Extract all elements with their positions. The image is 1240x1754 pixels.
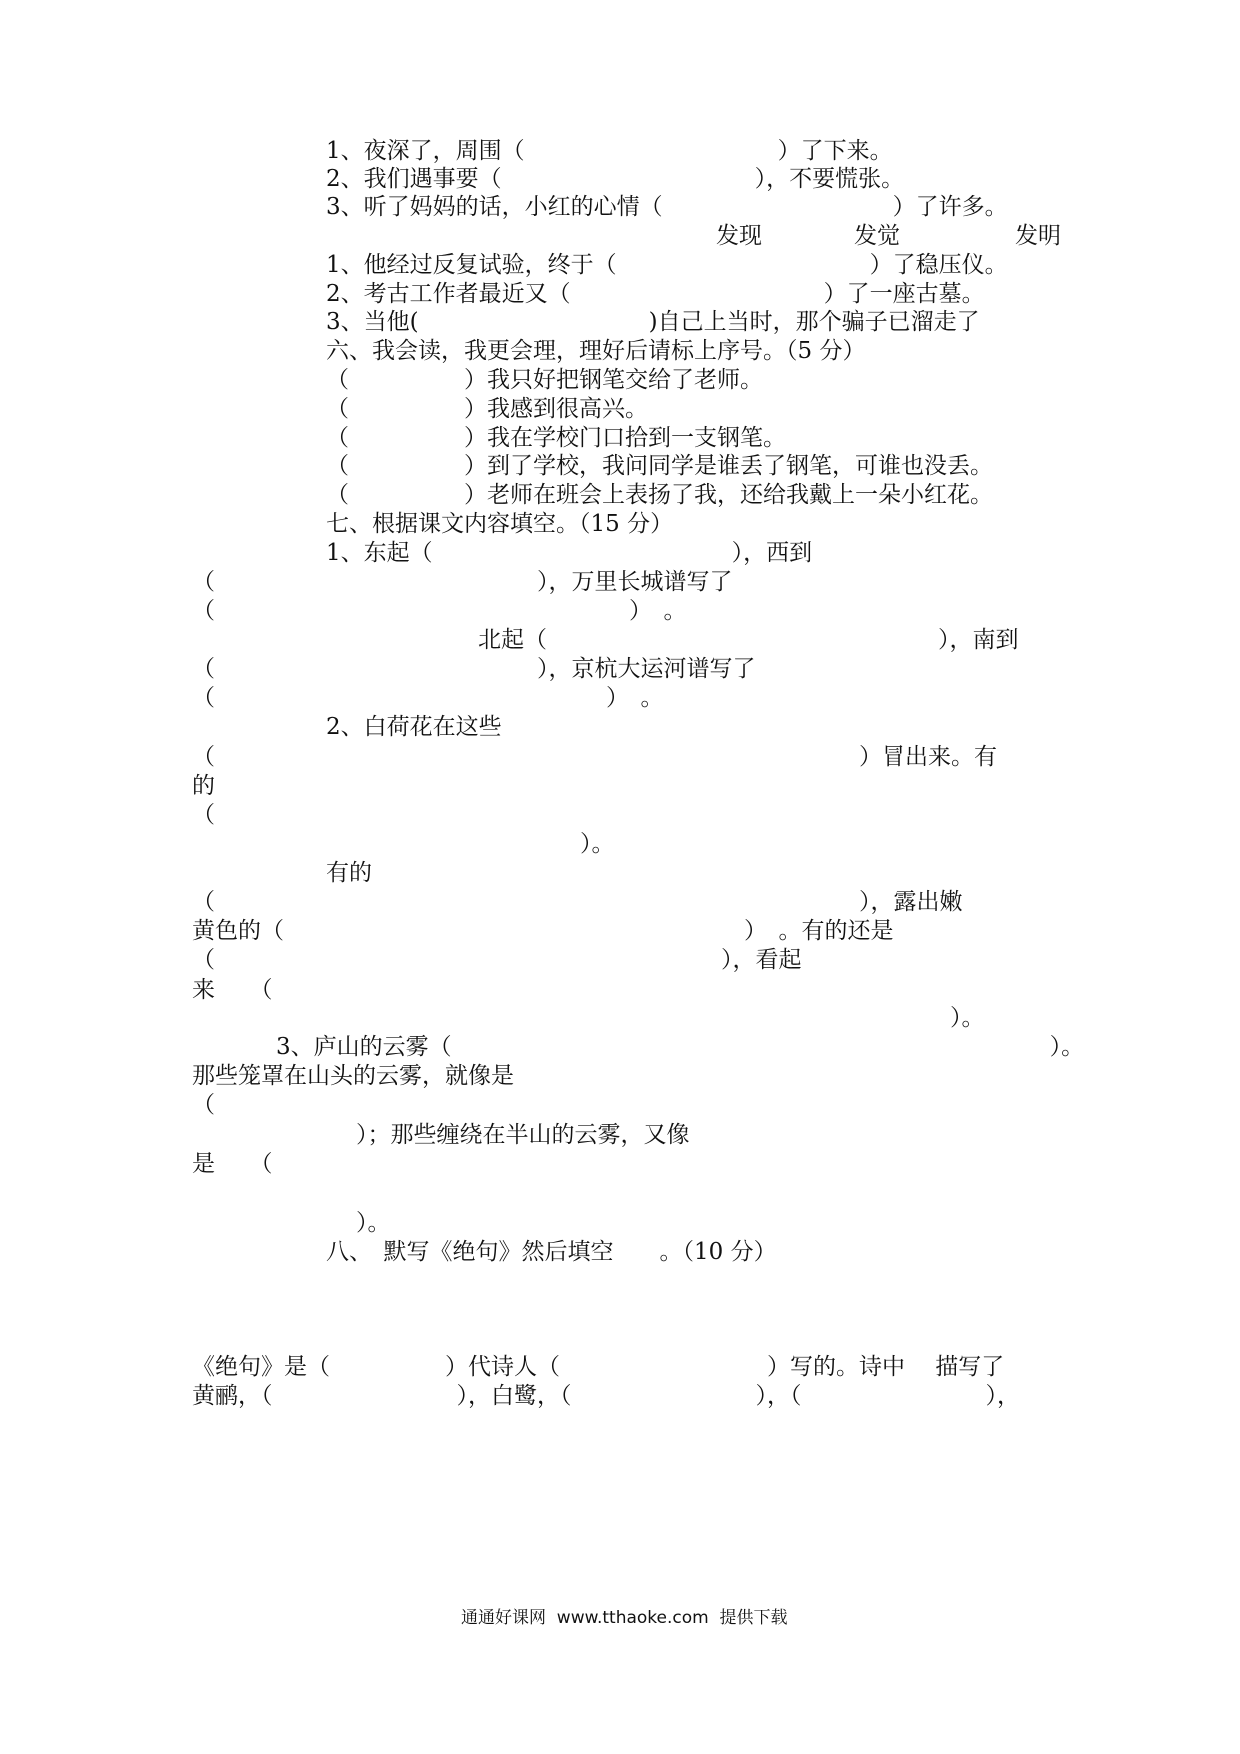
text-line: 黄色的（ ） 。有的还是 (192, 918, 894, 944)
text-line: （ ）冒出来。有 (192, 744, 997, 770)
text-line: （ ），京杭大运河谱写了 (192, 656, 756, 682)
text-line: ）。 (580, 831, 615, 857)
text-line: （ ）我只好把钢笔交给了老师。 (326, 367, 763, 393)
page-footer: 通通好课网 www.tthaoke.com 提供下载 (461, 1608, 788, 1628)
text-line: 2、白荷花在这些 (326, 714, 502, 740)
text-line: ）。 (950, 1005, 985, 1031)
text-line: （ (192, 1092, 215, 1118)
section-heading: 六、我会读，我更会理，理好后请标上序号。（5 分） (326, 338, 866, 364)
text-line: 的 (192, 773, 215, 799)
word-option: 发现 (716, 223, 762, 249)
word-option: 发明 (1015, 223, 1061, 249)
text-line: （ ）我在学校门口拾到一支钢笔。 (326, 425, 786, 451)
text-line: 2、我们遇事要（ ），不要慌张。 (326, 166, 905, 192)
text-line: 是 （ (192, 1151, 273, 1177)
section-heading: 八、 默写《绝句》然后填空 。（10 分） (326, 1239, 777, 1265)
text-line: 3、当他( )自己上当时，那个骗子已溜走了 (326, 309, 980, 335)
text-line: 那些笼罩在山头的云雾，就像是 (192, 1063, 514, 1089)
text-line: 有的 (326, 860, 372, 886)
text-line: （ ） 。 (192, 685, 664, 711)
text-line: （ ），露出嫩 (192, 889, 963, 915)
text-line: 1、夜深了，周围（ ）了下来。 (326, 138, 893, 164)
section-heading: 七、根据课文内容填空。（15 分） (326, 511, 674, 537)
text-line: 1、东起（ ），西到 (326, 540, 813, 566)
text-line: （ ）到了学校，我问同学是谁丢了钢笔，可谁也没丢。 (326, 453, 993, 479)
text-line: （ ） 。 (192, 598, 687, 624)
word-option: 发觉 (854, 223, 900, 249)
text-line: 《绝句》是（ ）代诗人（ ）写的。诗中 描写了 (192, 1354, 1005, 1380)
text-line: 3、庐山的云雾（ ）。 (276, 1034, 1085, 1060)
text-line: （ ），万里长城谱写了 (192, 569, 733, 595)
text-line: 来 （ (192, 977, 273, 1003)
text-line: （ ）老师在班会上表扬了我，还给我戴上一朵小红花。 (326, 482, 993, 508)
text-line: 2、考古工作者最近又（ ）了一座古墓。 (326, 281, 985, 307)
text-line: 1、他经过反复试验，终于（ ）了稳压仪。 (326, 252, 1008, 278)
text-line: （ ）我感到很高兴。 (326, 396, 648, 422)
text-line: ）；那些缠绕在半山的云雾，又像 (356, 1122, 690, 1148)
text-line: 3、听了妈妈的话，小红的心情（ ）了许多。 (326, 194, 1008, 220)
text-line: 北起（ ），南到 (478, 627, 1019, 653)
text-line: ）。 (356, 1210, 391, 1236)
text-line: （ ），看起 (192, 947, 802, 973)
text-line: （ (192, 802, 215, 828)
text-line: 黄鹂，（ ），白鹭，（ ），（ ）， (192, 1383, 1020, 1409)
